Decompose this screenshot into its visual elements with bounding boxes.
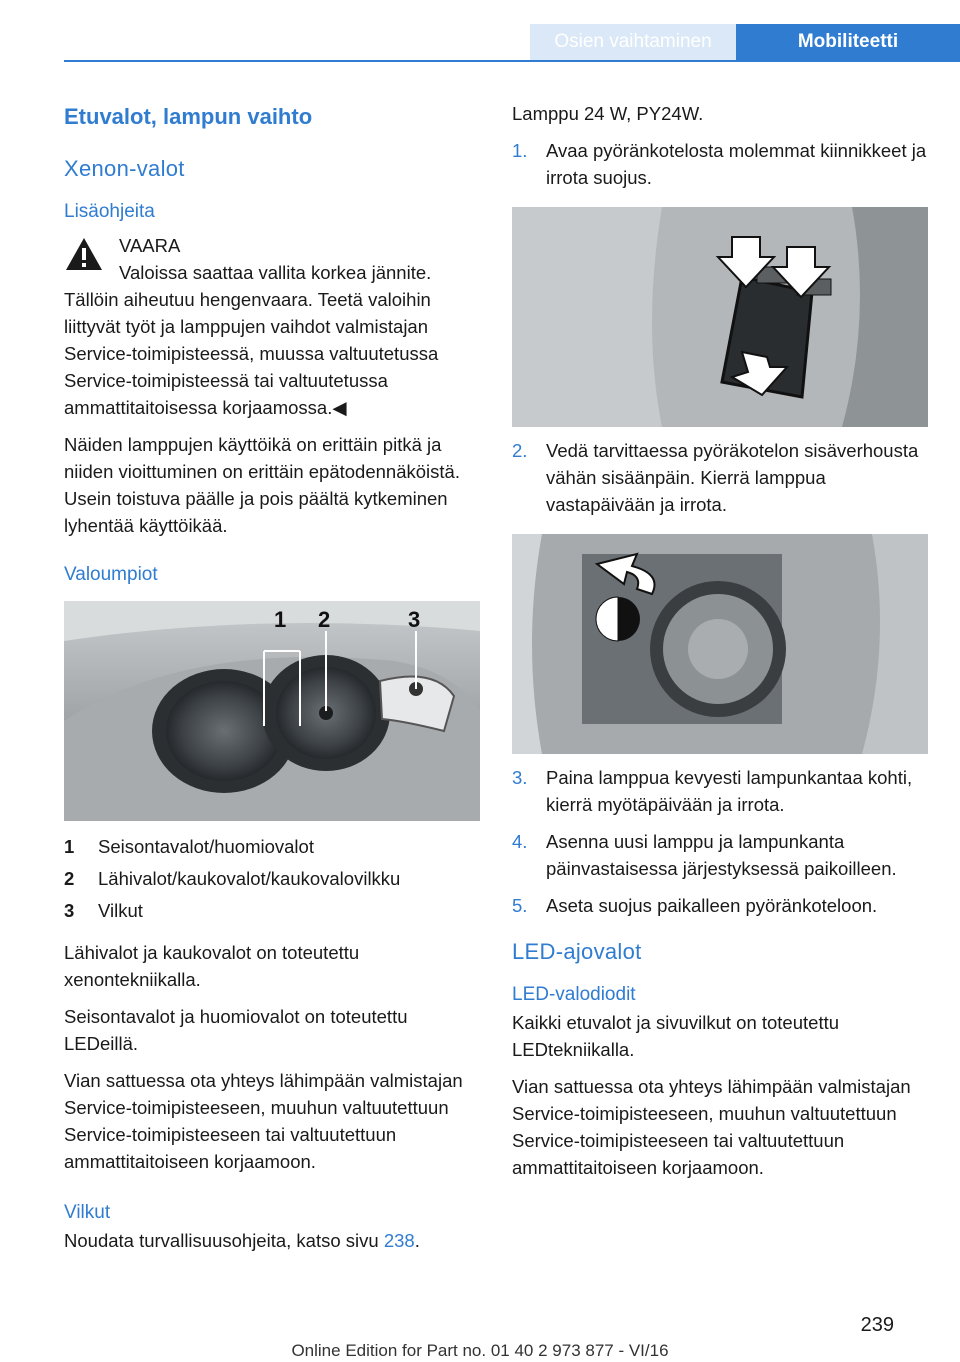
step-text: Asenna uusi lamppu ja lampunkanta päinvastaisessa järjestyksessä paikoilleen. — [546, 831, 897, 879]
headlight-photo — [64, 601, 480, 821]
lamps-heading: Valoumpiot — [64, 564, 158, 585]
step-item — [512, 437, 930, 518]
page-link[interactable]: 238 — [383, 1230, 415, 1251]
bulb-spec: Lamppu 24 W, PY24W. — [512, 103, 704, 124]
safety-paragraph — [64, 1227, 482, 1254]
safety-period: . — [414, 1230, 420, 1251]
legend-number: 1 — [64, 836, 75, 857]
legend-number: 2 — [64, 868, 75, 889]
step-number: 2. — [512, 440, 528, 461]
legend-item — [64, 895, 482, 927]
header-rule — [64, 60, 960, 62]
section-tab[interactable]: Osien vaihtaminen — [530, 24, 736, 60]
led-paragraph: Seisontavalot ja huomiovalot on toteutettu LEDeillä. — [64, 1006, 408, 1054]
bulb-socket-photo — [512, 534, 928, 754]
led-heading: LED-ajovalot — [512, 939, 642, 964]
step-text: Avaa pyöränkotelosta molemmat kiinnikkeet ja irrota suojus. — [546, 140, 927, 188]
warning-title: VAARA — [119, 235, 181, 256]
step-text: Vedä tarvittaessa pyöräkotelon sisäverhousta vähän sisäänpäin. Kierrä lamppua vastapäivään ja irrota. — [546, 440, 919, 515]
step-number: 4. — [512, 831, 528, 852]
photo-label-2: 2 — [318, 607, 331, 632]
page-title: Etuvalot, lampun vaihto — [64, 104, 313, 129]
legend-text: Seisontavalot/huomiovalot — [98, 836, 314, 857]
warning-line: Valoissa saattaa vallita korkea jännite. — [119, 262, 432, 283]
page-number: 239 — [860, 1314, 894, 1336]
lifetime-paragraph: Näiden lamppujen käyttöikä on erittäin pitkä ja niiden vioittuminen on erittäin epätodennäköistä. Usein toistuva päälle ja pois päältä kytkeminen lyhentää käyttöikää. — [64, 434, 460, 536]
step-text: Aseta suojus paikalleen pyöränkoteloon. — [546, 895, 878, 916]
step-item — [512, 892, 930, 919]
left-column — [64, 100, 482, 1264]
safety-text: Noudata turvallisuusohjeita, katso sivu — [64, 1230, 384, 1251]
step-item — [512, 137, 930, 191]
xenon-paragraph: Lähivalot ja kaukovalot on toteutettu xenontekniikalla. — [64, 942, 360, 990]
led-subheading: LED-valodiodit — [512, 984, 636, 1005]
service-paragraph: Vian sattuessa ota yhteys lähimpään valmistajan Service-toimipisteeseen, muuhun valtuutettuun Service-toimipisteeseen tai valtuutettuun ammattitaitoiseen korjaamoon. — [64, 1070, 463, 1172]
step-item — [512, 764, 930, 818]
warning-triangle-icon — [64, 236, 104, 272]
legend — [64, 831, 482, 927]
legend-text: Lähivalot/kaukovalot/kaukovalovilkku — [98, 868, 401, 889]
step-number: 3. — [512, 767, 528, 788]
indicators-heading: Vilkut — [64, 1202, 111, 1223]
footer-edition: Online Edition for Part no. 01 40 2 973 877 - VI/16 — [291, 1341, 669, 1360]
step-number: 5. — [512, 895, 528, 916]
photo-label-1: 1 — [274, 607, 287, 632]
legend-item — [64, 831, 482, 863]
warning-block — [64, 232, 482, 421]
legend-number: 3 — [64, 900, 75, 921]
warning-text: Tällöin aiheutuu hengenvaara. Teetä valoihin liittyvät työt ja lamppujen vaihdot valmistajan Service-toimipisteessä, muussa valtuutetussa Service-toimipisteessä tai valtuutetussa ammattitaitoisessa korjaamossa.◀ — [64, 289, 439, 418]
step-number: 1. — [512, 140, 528, 161]
right-column — [512, 100, 930, 1191]
legend-item — [64, 863, 482, 895]
info-heading: Lisäohjeita — [64, 201, 155, 222]
legend-text: Vilkut — [98, 900, 143, 921]
chapter-tab[interactable]: Mobiliteetti — [736, 24, 960, 62]
service-paragraph-right: Vian sattuessa ota yhteys lähimpään valmistajan Service-toimipisteeseen, muuhun valtuutettuun Service-toimipisteeseen tai valtuutettuun ammattitaitoiseen korjaamoon. — [512, 1076, 911, 1178]
step-text: Paina lamppua kevyesti lampunkantaa kohti, kierrä myötäpäivään ja irrota. — [546, 767, 913, 815]
step-item — [512, 828, 930, 882]
photo-label-3: 3 — [408, 607, 421, 632]
led-paragraph-right: Kaikki etuvalot ja sivuvilkut on toteutettu LEDtekniikalla. — [512, 1012, 840, 1060]
xenon-heading: Xenon-valot — [64, 156, 185, 181]
wheel-arch-cover-photo — [512, 207, 928, 427]
